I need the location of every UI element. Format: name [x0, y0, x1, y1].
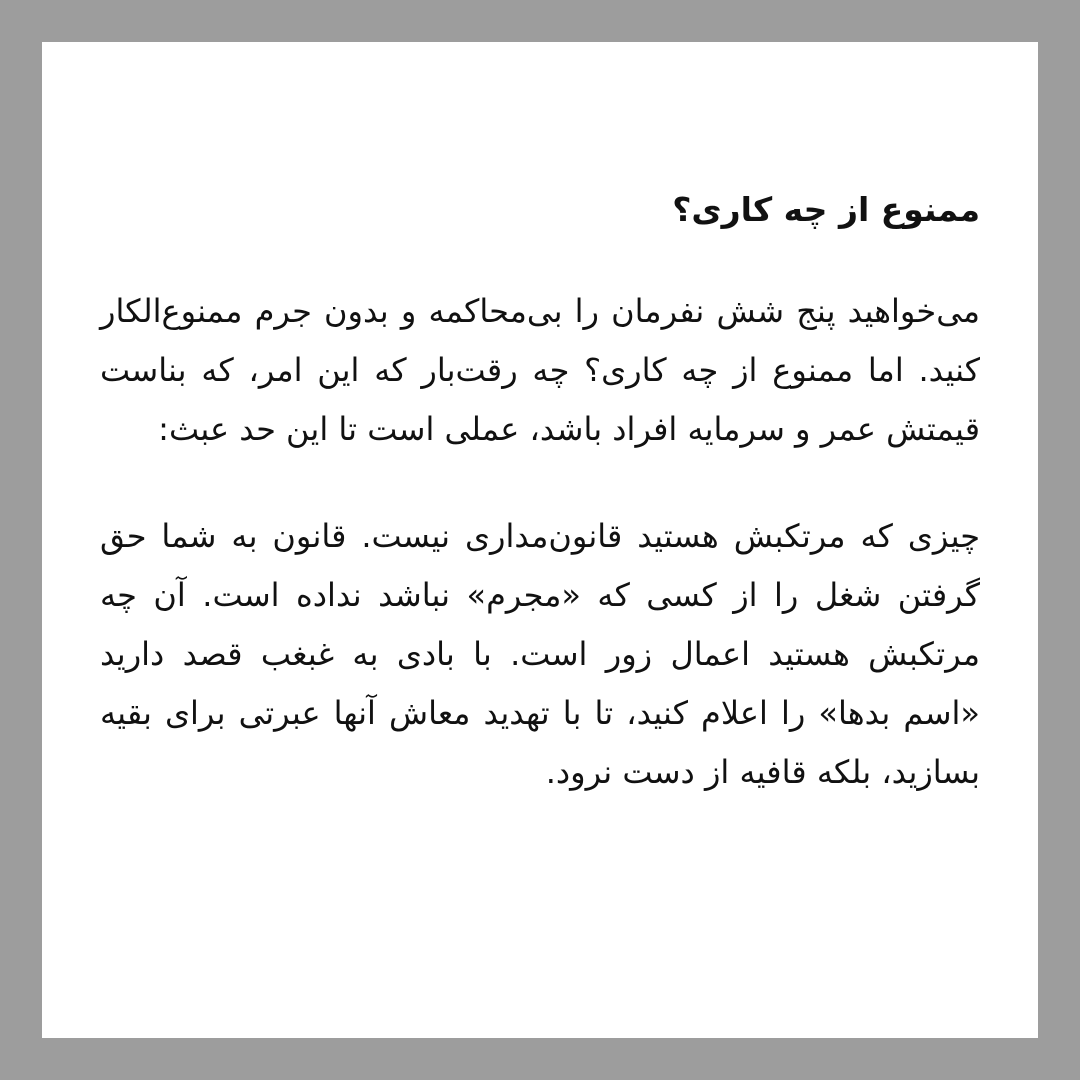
post-card [42, 42, 1038, 1038]
post-text-block [100, 180, 980, 850]
paragraph-1: می‌خواهید پنج شش نفرمان را بی‌محاکمه و بدون جرم ممنوع‌الکار کنید. اما ممنوع از چه کاری؟ چه رقت‌بار که این امر، که بناست قیمتش عمر و سرمایه افراد باشد، عملی است تا این حد عبث: [100, 292, 980, 448]
paragraph-2: چیزی که مرتکبش هستید قانون‌مداری نیست. قانون به شما حق گرفتن شغل را از کسی که «مجرم» نباشد نداده است. آن چه مرتکبش هستید اعمال زور است. با بادی به غبغب قصد دارید «اسم بدها» را اعلام کنید، تا با تهدید معاش آنها عبرتی برای بقیه بسازید، بلکه قافیه از دست نرود. [100, 517, 980, 791]
post-title: ممنوع از چه کاری؟ [672, 190, 980, 229]
